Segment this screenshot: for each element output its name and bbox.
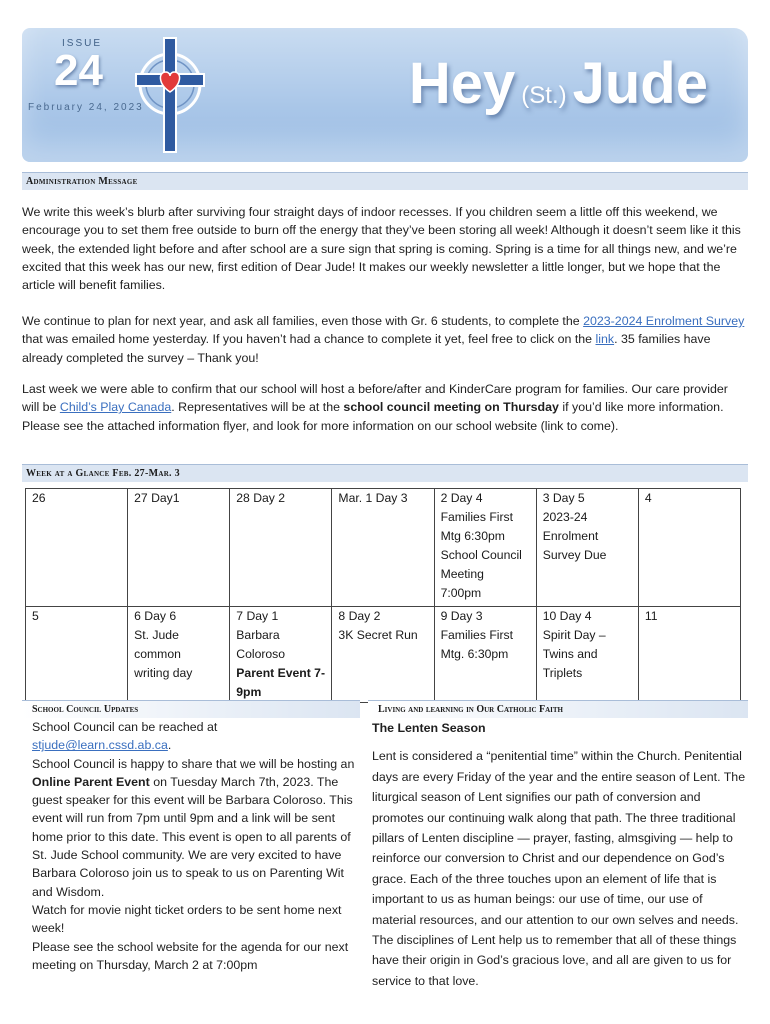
faith-subheading: The Lenten Season <box>372 721 486 735</box>
admin-p2-text-c: . 35 families have already completed the survey – Thank you! <box>22 332 711 365</box>
calendar-event-line: Triplets <box>542 666 583 680</box>
council-event-text-b: on Tuesday March 7th, 2023. The guest speaker for this event will be Barbara Coloroso. This event will run from 7pm until 9pm and a link will be sent home prior to this date. This event is open to all parents of St. Jude School community. We are very excited to have Barbara Coloroso join us to speak to us on Parenting Wit and Wisdom. <box>32 774 353 899</box>
calendar-event-line: School Council <box>440 548 522 562</box>
admin-p3-text-b: . Representatives will be at the <box>171 400 344 415</box>
week-row-2 <box>26 607 741 703</box>
calendar-event-line: Parent Event 7- <box>236 666 326 680</box>
calendar-day-label: 10 Day 4 <box>542 609 592 623</box>
issue-label: ISSUE <box>62 38 103 49</box>
faith-body: Lent is considered a “penitential time” within the Church. Penitential days are every Friday of the year and the entire season of Lent. The liturgical season of Lent signifies our path of conversion and promotes our continuing walk along that path. The three traditional pillars of Lenten discipline — prayer, fasting, almsgiving — help to reinforce our conversion to Christ and our dependence on God’s grace. Each of the three touches upon an element of life that is important to us as human beings: our use of time, our use of material resources, and our attention to our own selves and needs. The disciplines of Lent help us to remember that all of these things have their origin in God’s gracious love, and all are given to us for service to that love. <box>372 749 746 988</box>
calendar-cell <box>536 489 638 607</box>
admin-p3-bold: school council meeting on Thursday <box>343 400 559 415</box>
calendar-day-label: 8 Day 2 <box>338 609 381 623</box>
school-council-text <box>22 718 360 974</box>
calendar-event-line: Coloroso <box>236 647 286 661</box>
faith-column <box>368 700 748 991</box>
week-heading: Week at a Glance Feb. 27-Mar. 3 <box>22 464 748 482</box>
calendar-event-line: Families First <box>440 628 514 642</box>
calendar-cell <box>638 607 740 703</box>
calendar-event-line: Twins and <box>542 647 598 661</box>
calendar-event-line: Meeting <box>440 567 484 581</box>
issue-number: 24 <box>54 46 103 95</box>
calendar-day-label: 7 Day 1 <box>236 609 279 623</box>
calendar-cell <box>638 489 740 607</box>
calendar-event-line: Families First <box>440 510 514 524</box>
calendar-day-label: 11 <box>644 609 658 623</box>
calendar-event-line: 7:00pm <box>440 586 482 600</box>
admin-paragraph-1: We write this week’s blurb after surviving four straight days of indoor recesses. If you children seem a little off this weekend, we encourage you to set them free outside to burn off the energy that they’ve been storing all week! Although it doesn’t seem like it this week, the extended light before and after school are a sure sign that spring is coming. Spring is a time for all things new, and we’re excited that this week has our new, first edition of Dear Jude! It makes our weekly newsletter a little longer, but we hope that the article will benefit families. <box>22 205 741 293</box>
calendar-cell <box>26 607 128 703</box>
admin-p2-text-b: that was emailed home yesterday. If you haven’t had a chance to complete it yet, feel free to click on the <box>22 332 596 347</box>
calendar-day-label: 6 Day 6 <box>134 609 177 623</box>
calendar-event-line: St. Jude <box>134 628 179 642</box>
issue-date: February 24, 2023 <box>28 102 144 113</box>
calendar-cell <box>332 489 434 607</box>
calendar-cell <box>434 607 536 703</box>
admin-p3-text-c: if you’d like more information. Please see the attached information flyer, and look for more information on our school website (link to come). <box>22 400 724 433</box>
calendar-event-line: Enrolment <box>542 529 599 543</box>
calendar-event-line: 9pm <box>236 685 262 699</box>
calendar-cell <box>26 489 128 607</box>
calendar-event-line: Mtg. 6:30pm <box>440 647 509 661</box>
enrolment-survey-link[interactable]: 2023-2024 Enrolment Survey <box>583 314 745 328</box>
calendar-event-line: 3K Secret Run <box>338 628 418 642</box>
week-calendar-table <box>25 488 741 703</box>
week-row-1 <box>26 489 741 607</box>
survey-link[interactable]: link <box>595 332 615 347</box>
calendar-day-label: 2 Day 4 <box>440 491 483 505</box>
admin-p2-text-a: We continue to plan for next year, and ask all families, even those with Gr. 6 students, to complete the <box>22 314 584 328</box>
council-contact-period: . <box>167 738 172 753</box>
council-event-text-a: School Council is happy to share that we will be hosting an <box>32 756 355 771</box>
admin-paragraph-2 <box>22 312 748 367</box>
council-event-bold: Online Parent Event <box>32 774 150 789</box>
council-movie-night-text: Watch for movie night ticket orders to be sent home next week! <box>32 902 342 936</box>
calendar-day-label: Mar. 1 Day 3 <box>338 491 408 505</box>
cross-heart-logo-icon <box>128 34 212 158</box>
admin-heading: Administration Message <box>22 172 748 190</box>
council-contact-text: School Council can be reached at <box>32 720 218 734</box>
calendar-day-label: 26 <box>32 491 46 505</box>
admin-p3-text-a: Last week we were able to confirm that our school will host a before/after and KinderCare program for families. Our care provider will be <box>22 382 728 415</box>
calendar-day-label: 5 <box>32 609 39 623</box>
calendar-day-label: 9 Day 3 <box>440 609 483 623</box>
calendar-day-label: 4 <box>644 491 652 505</box>
calendar-event-line: writing day <box>134 666 193 680</box>
calendar-cell <box>332 607 434 703</box>
title-hey: Hey <box>408 51 516 116</box>
calendar-event-line: 2023-24 <box>542 510 588 524</box>
school-council-column <box>22 700 360 974</box>
title-jude: Jude <box>572 51 708 116</box>
calendar-cell <box>230 607 332 703</box>
calendar-event-line: Spirit Day – <box>542 628 606 642</box>
council-email-link[interactable]: stjude@learn.cssd.ab.ca <box>32 738 168 753</box>
calendar-cell <box>128 607 230 703</box>
calendar-day-label: 3 Day 5 <box>542 491 585 505</box>
calendar-event-line: common <box>134 647 181 661</box>
calendar-event-line: Barbara <box>236 628 280 642</box>
calendar-cell <box>128 489 230 607</box>
newsletter-title <box>409 50 708 117</box>
calendar-day-label: 28 Day 2 <box>236 491 286 505</box>
calendar-event-line: Survey Due <box>542 548 607 562</box>
calendar-cell <box>434 489 536 607</box>
calendar-day-label: 27 Day1 <box>134 491 180 505</box>
council-agenda-text: Please see the school website for the agenda for our next meeting on Thursday, March 2 at 7:00pm <box>32 939 349 972</box>
calendar-cell <box>536 607 638 703</box>
calendar-cell <box>230 489 332 607</box>
childs-play-canada-link[interactable]: Child’s Play Canada <box>59 400 172 415</box>
newsletter-banner <box>22 28 748 162</box>
faith-heading: Living and learning in Our Catholic Faith <box>368 700 748 718</box>
admin-paragraph-3 <box>22 380 748 435</box>
calendar-event-line: Mtg 6:30pm <box>440 529 505 543</box>
title-st: (St.) <box>521 82 567 109</box>
school-council-heading: School Council Updates <box>22 700 360 718</box>
